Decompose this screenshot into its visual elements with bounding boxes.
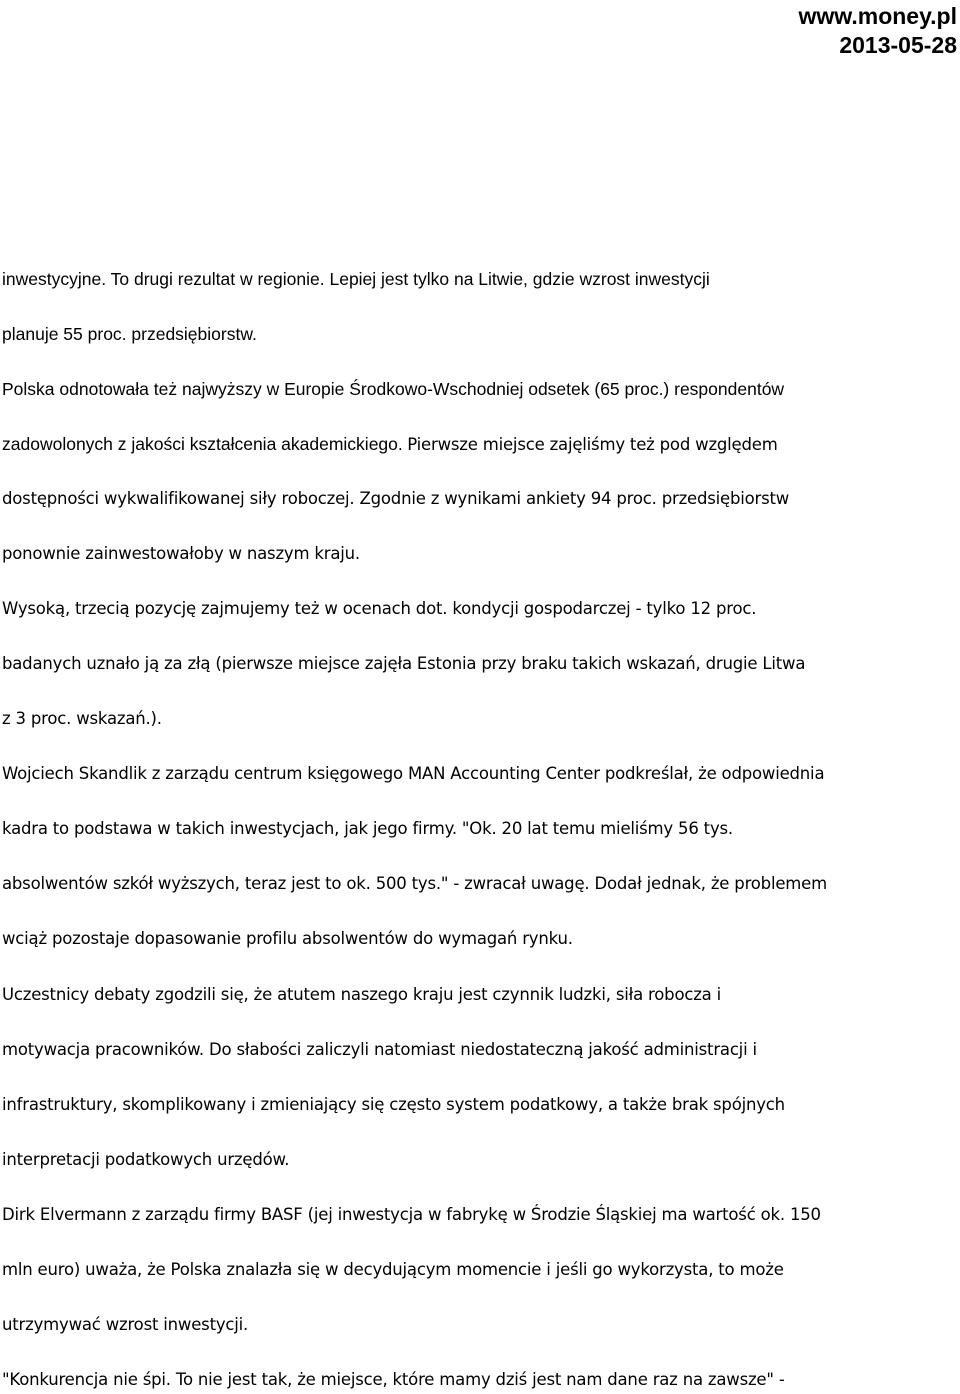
article-line: Polska odnotowała też najwyższy w Europie Środkowo-Wschodniej odsetek (65 proc.) respondentów: [2, 379, 785, 399]
article-line: "Konkurencja nie śpi. To nie jest tak, że miejsce, które mamy dziś jest nam dane raz na zawsze" -: [2, 1370, 785, 1389]
article-line: Wojciech Skandlik z zarządu centrum księgowego MAN Accounting Center podkreślał, że odpowiednia: [2, 764, 825, 783]
article-line: dostępności wykwalifikowanej siły roboczej. Zgodnie z wynikami ankiety 94 proc. przedsiębiorstw: [2, 489, 790, 508]
article-line: wciąż pozostaje dopasowanie profilu absolwentów do wymagań rynku.: [2, 929, 573, 948]
article-line: Uczestnicy debaty zgodzili się, że atutem naszego kraju jest czynnik ludzki, siła robocza i: [2, 985, 722, 1004]
header-date: 2013-05-28: [839, 32, 957, 58]
article-text: zadowolonych z jakości kształcenia akademickiego.: [2, 434, 403, 454]
article-line: absolwentów szkół wyższych, teraz jest to ok. 500 tys." - zwracał uwagę. Dodał jednak, że problemem: [2, 874, 827, 893]
article-line: badanych uznało ją za złą (pierwsze miejsce zajęła Estonia przy braku takich wskazań, drugie Litwa: [2, 654, 806, 673]
article-text: Pierwsze miejsce zajęliśmy też pod względem: [407, 435, 778, 454]
article-line: z 3 proc. wskazań.).: [2, 709, 162, 728]
article-line: kadra to podstawa w takich inwestycjach, jak jego firmy. "Ok. 20 lat temu mieliśmy 56 tys.: [2, 819, 733, 838]
page-header: [799, 2, 957, 60]
article-line: motywacja pracowników. Do słabości zaliczyli natomiast niedostateczną jakość administracji i: [2, 1040, 757, 1059]
article-line: utrzymywać wzrost inwestycji.: [2, 1315, 249, 1334]
article-line: [2, 432, 778, 457]
article-line: inwestycyjne. To drugi rezultat w regionie. Lepiej jest tylko na Litwie, gdzie wzrost inwestycji: [2, 269, 710, 289]
article-line: Dirk Elvermann z zarządu firmy BASF (jej inwestycja w fabrykę w Środzie Śląskiej ma wartość ok. 150: [2, 1205, 821, 1224]
article-line: mln euro) uważa, że Polska znalazła się w decydującym momencie i jeśli go wykorzysta, to może: [2, 1260, 784, 1279]
article-line: infrastruktury, skomplikowany i zmieniający się często system podatkowy, a także brak spójnych: [2, 1095, 785, 1114]
article-line: planuje 55 proc. przedsiębiorstw.: [2, 324, 257, 344]
site-url: www.money.pl: [798, 3, 957, 29]
article-line: interpretacji podatkowych urzędów.: [2, 1150, 290, 1169]
article-line: Wysoką, trzecią pozycję zajmujemy też w ocenach dot. kondycji gospodarczej - tylko 12 proc.: [2, 599, 757, 618]
article-line: ponownie zainwestowałoby w naszym kraju.: [2, 544, 360, 563]
